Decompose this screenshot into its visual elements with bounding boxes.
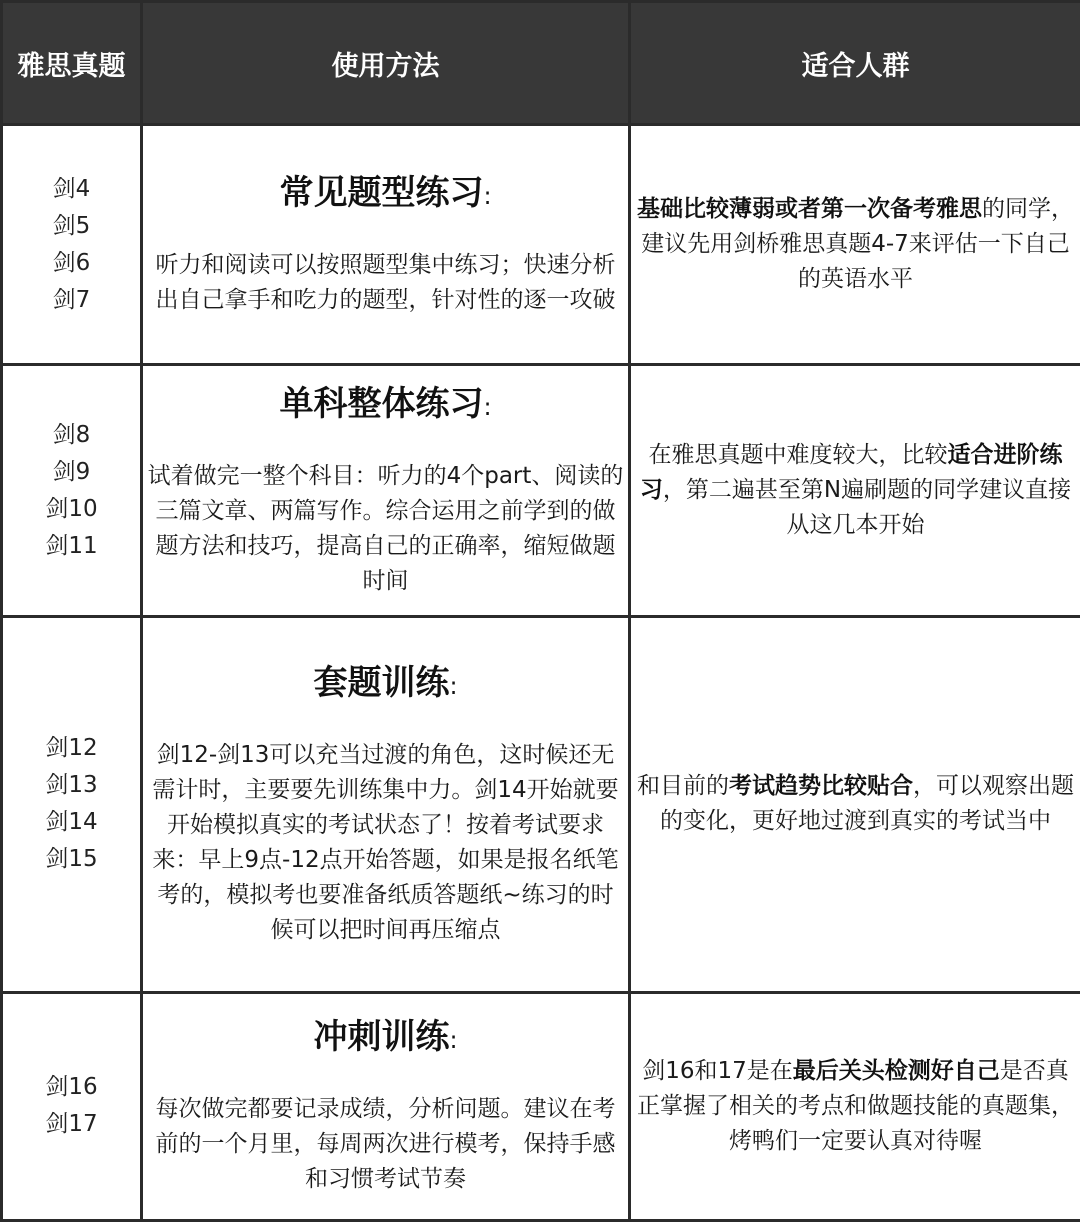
method-description: 每次做完都要记录成绩，分析问题。建议在考前的一个月里，每周两次进行模考，保持手感和习惯考试节奏 xyxy=(155,1096,616,1193)
book-label: 剑15 xyxy=(45,846,98,873)
audience-highlight: 考试趋势比较贴合 xyxy=(729,773,913,800)
audience-text-after: 的同学，建议先用剑桥雅思真题4-7来评估一下自己的英语水平 xyxy=(641,196,1074,293)
method-cell xyxy=(142,992,630,1220)
table-row xyxy=(2,616,1080,992)
book-label: 剑8 xyxy=(52,421,91,448)
method-title xyxy=(147,1015,624,1062)
method-title-text: 常见题型练习 xyxy=(279,173,484,214)
books-cell xyxy=(2,365,142,617)
method-title xyxy=(147,382,624,429)
book-label: 剑7 xyxy=(52,286,91,313)
method-description: 剑12-剑13可以充当过渡的角色，这时候还无需计时，主要要先训练集中力。剑14开始就要开始模拟真实的考试状态了！按着考试要求来：早上9点-12点开始答题，如果是报名纸笔考的，模拟考也要准备纸质答题纸~练习的时候可以把时间再压缩点 xyxy=(152,741,619,943)
method-title-text: 单科整体练习 xyxy=(279,384,484,425)
method-title-colon: : xyxy=(483,393,492,422)
book-label: 剑17 xyxy=(45,1111,98,1138)
audience-text-after: ，第二遍甚至第N遍刷题的同学建议直接从这几本开始 xyxy=(662,477,1072,539)
book-label: 剑5 xyxy=(52,212,91,239)
audience-text-after: 是否真正掌握了相关的考点和做题技能的真题集，烤鸭们一定要认真对待喔 xyxy=(637,1057,1074,1154)
header-method: 使用方法 xyxy=(142,2,630,125)
audience-highlight: 基础比较薄弱或者第一次备考雅思 xyxy=(637,196,982,223)
method-title-colon: : xyxy=(483,182,492,211)
method-description: 试着做完一整个科目：听力的4个part、阅读的三篇文章、两篇写作。综合运用之前学到的做题方法和技巧，提高自己的正确率，缩短做题时间 xyxy=(147,463,624,595)
header-audience: 适合人群 xyxy=(630,2,1080,125)
method-title-colon: : xyxy=(449,1026,458,1055)
audience-text-after: ，可以观察出题的变化，更好地过渡到真实的考试当中 xyxy=(660,773,1074,835)
books-cell xyxy=(2,992,142,1220)
method-title-text: 冲刺训练 xyxy=(313,1017,450,1058)
books-cell xyxy=(2,616,142,992)
audience-text-before: 和目前的 xyxy=(637,773,729,800)
audience-cell xyxy=(630,992,1080,1220)
books-cell xyxy=(2,125,142,365)
audience-text-before: 在雅思真题中难度较大，比较 xyxy=(648,442,948,469)
table-row xyxy=(2,125,1080,365)
book-label: 剑12 xyxy=(45,735,98,762)
book-label: 剑16 xyxy=(45,1074,98,1101)
header-books: 雅思真题 xyxy=(2,2,142,125)
method-cell xyxy=(142,125,630,365)
method-cell xyxy=(142,616,630,992)
table-row xyxy=(2,992,1080,1220)
book-label: 剑11 xyxy=(45,532,98,559)
audience-cell xyxy=(630,125,1080,365)
method-title xyxy=(147,661,624,708)
book-label: 剑13 xyxy=(45,772,98,799)
table-row xyxy=(2,365,1080,617)
method-description: 听力和阅读可以按照题型集中练习；快速分析出自己拿手和吃力的题型，针对性的逐一攻破 xyxy=(155,252,616,314)
book-label: 剑10 xyxy=(45,495,98,522)
audience-text-before: 剑16和17是在 xyxy=(642,1057,793,1084)
audience-cell xyxy=(630,616,1080,992)
book-label: 剑9 xyxy=(52,458,91,485)
book-label: 剑6 xyxy=(52,249,91,276)
book-label: 剑4 xyxy=(52,175,91,202)
method-title-colon: : xyxy=(449,671,458,700)
method-title-text: 套题训练 xyxy=(313,662,450,703)
method-title xyxy=(147,171,624,218)
method-cell xyxy=(142,365,630,617)
audience-highlight: 最后关头检测好自己 xyxy=(792,1057,1000,1084)
book-label: 剑14 xyxy=(45,809,98,836)
audience-cell xyxy=(630,365,1080,617)
header-row xyxy=(2,2,1080,125)
audience-highlight: 适合进阶练习 xyxy=(639,442,1063,504)
